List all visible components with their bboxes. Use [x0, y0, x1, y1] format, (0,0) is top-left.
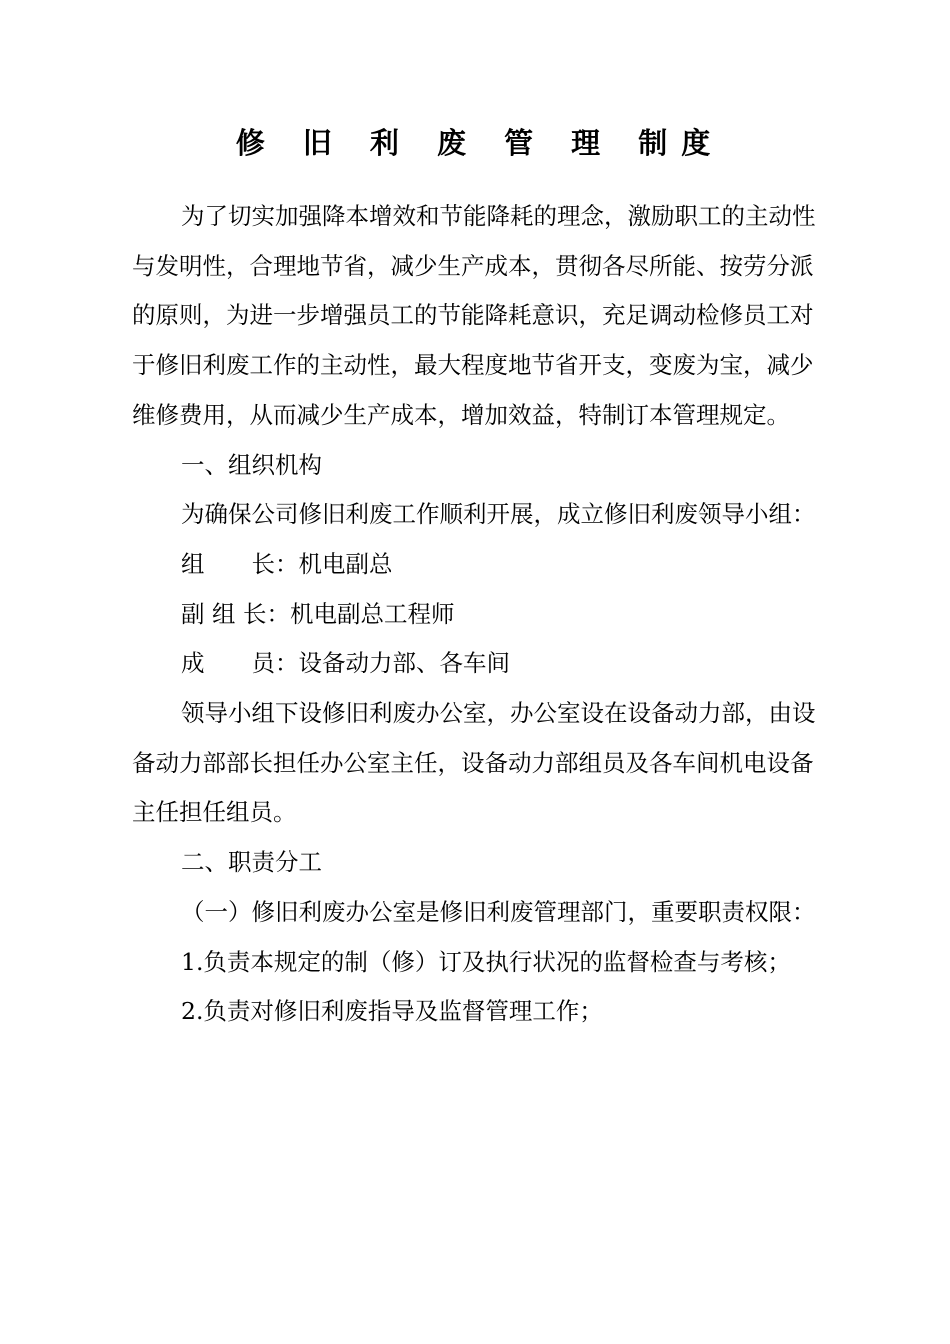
- document-title: 修 旧 利 废 管 理 制度: [235, 126, 725, 160]
- duty-item: 1.负责本规定的制（修）订及执行状况的监督检查与考核；: [181, 947, 791, 976]
- member-name: 机电副总: [298, 549, 393, 578]
- member-role: 成 员：: [181, 649, 299, 678]
- section-heading-organization: 一、组织机构: [181, 450, 322, 479]
- member-name: 机电副总工程师: [289, 599, 455, 628]
- office-paragraph: 领导小组下设修旧利废办公室，办公室设在设备动力部，由设备动力部部长担任办公室主任，设备动力部组员及各车间机电设备主任担任组员。: [132, 699, 816, 827]
- member-role: 组 长：: [181, 549, 299, 578]
- section-heading-duties: 二、职责分工: [181, 848, 322, 877]
- duty-item: 2.负责对修旧利废指导及监督管理工作；: [181, 997, 603, 1026]
- member-name: 设备动力部、各车间: [298, 649, 510, 678]
- organization-paragraph: 为确保公司修旧利废工作顺利开展，成立修旧利废领导小组：: [181, 500, 816, 529]
- subsection-heading-office: （一）修旧利废办公室是修旧利废管理部门，重要职责权限：: [181, 897, 816, 926]
- intro-paragraph: 为了切实加强降本增效和节能降耗的理念，激励职工的主动性与发明性，合理地节省，减少生产成本，贯彻各尽所能、按劳分派的原则，为进一步增强员工的节能降耗意识，充足调动检修员工对于修旧利废工作的主动性，最大程度地节省开支，变废为宝，减少维修费用，从而减少生产成本，增加效益，特制订本管理规定。: [132, 202, 816, 429]
- document-body: [132, 192, 832, 1037]
- member-row-members: [132, 639, 832, 689]
- member-row-deputy: [132, 590, 832, 640]
- member-role: 副 组 长：: [181, 599, 290, 628]
- member-row-leader: [132, 540, 832, 590]
